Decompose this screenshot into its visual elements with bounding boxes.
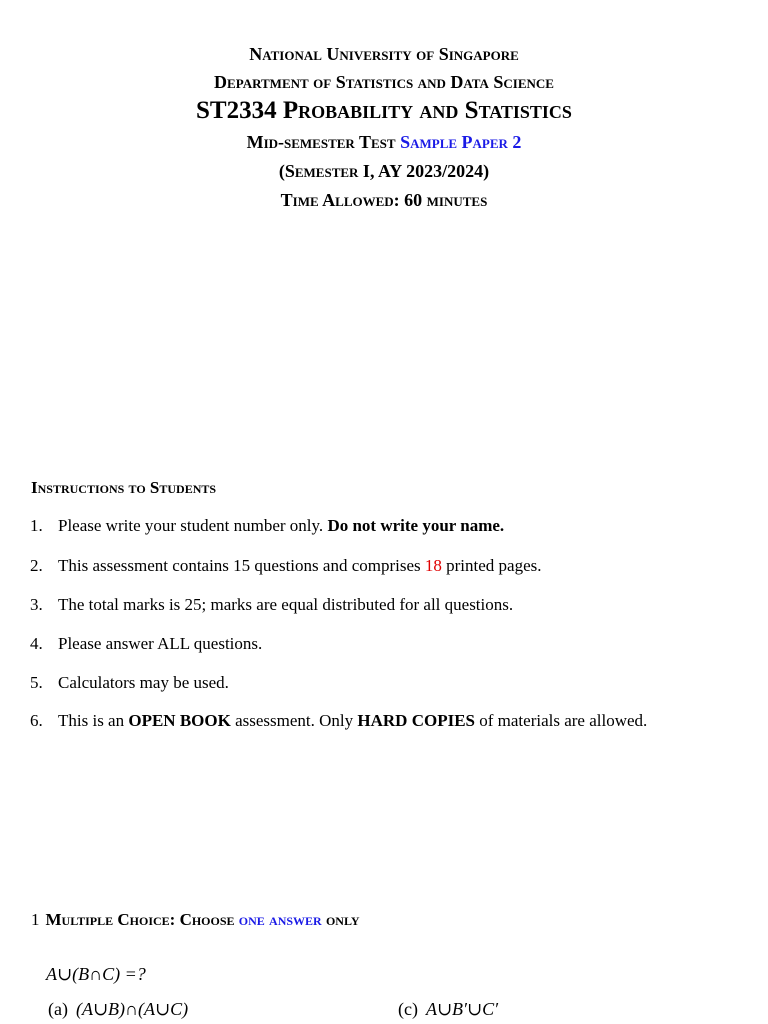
instruction-item <box>30 634 262 654</box>
instruction-text: Please write your student number only. <box>58 516 328 535</box>
instruction-number: 3. <box>30 595 43 614</box>
instruction-text: Please answer ALL questions. <box>58 634 263 653</box>
section-heading <box>31 910 360 930</box>
instruction-item <box>30 711 647 731</box>
semester-info: (Semester I, AY 2023/2024) <box>278 161 490 181</box>
instructions-heading: Instructions to Students <box>31 478 217 497</box>
test-prefix: Mid-semester Test <box>246 132 396 152</box>
sample-paper-label: Sample Paper 2 <box>400 132 522 152</box>
instruction-text: printed pages. <box>441 556 542 575</box>
instruction-text: This assessment contains 15 questions and comprises <box>58 556 425 575</box>
instruction-number: 2. <box>30 556 43 575</box>
university-name: National University of Singapore <box>249 44 519 64</box>
instruction-number: 1. <box>30 516 43 535</box>
department-name: Department of Statistics and Data Science <box>214 72 554 92</box>
instruction-bold: HARD COPIES <box>357 711 475 730</box>
instruction-item <box>30 595 513 615</box>
instruction-text: assessment. Only <box>230 711 358 730</box>
instruction-item <box>30 556 541 576</box>
option-a[interactable] <box>48 999 188 1020</box>
time-allowed: Time Allowed: 60 minutes <box>280 190 488 210</box>
instruction-text: The total marks is 25; marks are equal distributed for all questions. <box>58 595 514 614</box>
option-text: (A∪B)∩(A∪C) <box>75 999 189 1019</box>
instruction-text: of materials are allowed. <box>475 711 648 730</box>
section-title: only <box>321 910 360 929</box>
option-label: (a) <box>48 999 68 1019</box>
instruction-number: 6. <box>30 711 43 730</box>
instruction-item <box>30 516 504 536</box>
question-stem: A∪(B∩C) =? <box>46 964 146 984</box>
instruction-bold: OPEN BOOK <box>128 711 231 730</box>
option-label: (c) <box>398 999 418 1019</box>
instruction-number: 4. <box>30 634 43 653</box>
instruction-item <box>30 673 229 693</box>
option-c[interactable] <box>398 999 498 1020</box>
section-title-highlight: one answer <box>238 910 322 929</box>
test-title <box>0 132 768 153</box>
instruction-text: Calculators may be used. <box>58 673 229 692</box>
course-title: ST2334 Probability and Statistics <box>196 97 572 124</box>
section-title: Multiple Choice: Choose <box>45 910 239 929</box>
section-number: 1 <box>31 910 40 929</box>
instruction-number: 5. <box>30 673 43 692</box>
page-count: 18 <box>424 556 442 575</box>
instruction-bold: Do not write your name. <box>327 516 505 535</box>
option-text: A∪B′∪C′ <box>425 999 499 1019</box>
instruction-text: This is an <box>58 711 129 730</box>
